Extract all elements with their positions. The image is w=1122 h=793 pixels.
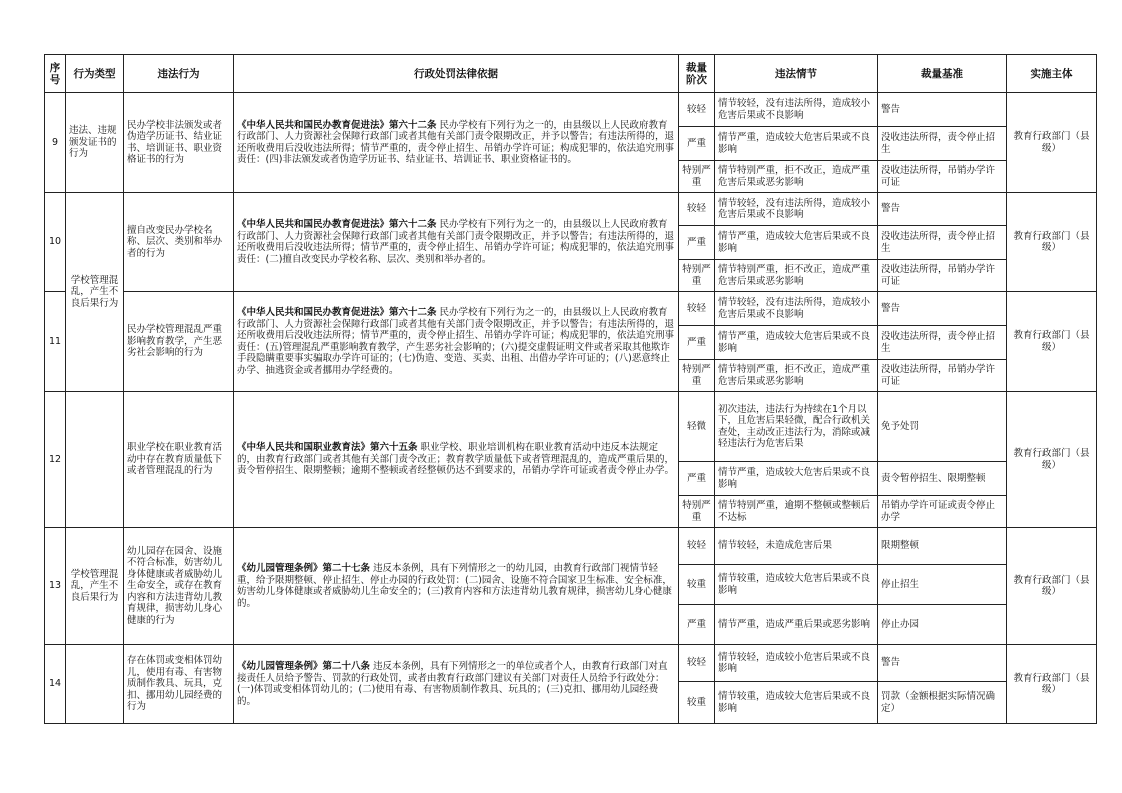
header-organ: 实施主体 [1007,55,1097,93]
violation-act: 幼儿园存在园舍、设施不符合标准，妨害幼儿身体健康或者威胁幼儿生命安全，或存在教育内容和方法违背幼儿教育规律，损害幼儿身心健康的行为 [124,528,234,645]
circumstance: 情节较轻，造成较小危害后果或不良影响 [715,645,878,682]
behavior-type [66,392,124,528]
header-basis: 行政处罚法律依据 [234,55,679,93]
discretion-level: 特别严重 [679,260,715,292]
table-row [45,93,1097,127]
discretion-level: 较轻 [679,193,715,226]
enforcement-organ: 教育行政部门（县级） [1007,193,1097,292]
discretion-level: 特别严重 [679,161,715,193]
header-type: 行为类型 [66,55,124,93]
discretion-level: 轻微 [679,392,715,462]
legal-basis [234,193,679,292]
circumstance: 情节特别严重，逾期不整顿或整顿后不达标 [715,496,878,528]
discretion-level: 较轻 [679,93,715,127]
legal-basis [234,292,679,392]
circumstance: 情节严重，造成严重后果或恶劣影响 [715,605,878,645]
law-reference: 《幼儿园管理条例》第二十八条 [237,661,371,672]
violation-act: 民办学校管理混乱严重影响教育教学，产生恶劣社会影响的行为 [124,292,234,392]
penalty-standard: 没收违法所得，吊销办学许可证 [878,360,1007,392]
law-text: 民办学校有下列行为之一的，由县级以上人民政府教育行政部门、人力资源社会保障行政部门或者其他有关部门责令限期改正，并予以警告；有违法所得的，退还所收费用后没收违法所得；情节严重的，责令停止招生、吊销办学许可证；构成犯罪的，依法追究刑事责任：(四)非法颁发或者伪造学历证书、结业证书、培训证书、职业资格证书的。 [237,119,675,165]
table-row [45,528,1097,565]
discretion-level: 严重 [679,326,715,360]
penalty-standard: 罚款（金额根据实际情况确定） [878,682,1007,724]
enforcement-organ: 教育行政部门（县级） [1007,93,1097,193]
enforcement-organ: 教育行政部门（县级） [1007,528,1097,645]
circumstance: 情节较轻，没有违法所得，造成较小危害后果或不良影响 [715,93,878,127]
penalty-discretion-table [44,54,1097,724]
penalty-standard: 免予处罚 [878,392,1007,462]
circumstance: 情节较轻，没有违法所得，造成较小危害后果或不良影响 [715,292,878,326]
row-number: 13 [45,528,66,645]
enforcement-organ: 教育行政部门（县级） [1007,645,1097,724]
penalty-standard: 没收违法所得，责令停止招生 [878,326,1007,360]
law-text: 违反本条例，具有下列情形之一的单位或者个人，由教育行政部门对直接责任人员给予警告、罚款的行政处罚，或者由教育行政部门建议有关部门对责任人员给予行政处分：(一)体罚或变相体罚幼儿的；(二)使用有毒、有害物质制作教具、玩具的；(三)克扣、挪用幼儿园经费的。 [237,661,668,707]
circumstance: 情节严重，造成较大危害后果或不良影响 [715,462,878,496]
law-reference: 《中华人民共和国民办教育促进法》第六十二条 [237,219,437,230]
table-row [45,292,1097,326]
row-number: 10 [45,193,66,292]
law-text: 民办学校有下列行为之一的，由县级以上人民政府教育行政部门、人力资源社会保障行政部门或者其他有关部门责令限期改正，并予以警告；有违法所得的，退还所收费用后没收违法所得；情节严重的，责令停止招生、吊销办学许可证；构成犯罪的，依法追究刑事责任：(五)管理混乱严重影响教育教学，产生恶劣社会影响的；(六)提交虚假证明文件或者采取其他欺诈手段隐瞒重要事实骗取办学许可证的；(七)伪造、变造、买卖、出租、出借办学许可证的；(八)恶意终止办学、抽逃资金或者挪用办学经费的。 [237,307,675,376]
penalty-standard: 没收违法所得，责令停止招生 [878,226,1007,260]
violation-act: 职业学校在职业教育活动中存在教育质量低下或者管理混乱的行为 [124,392,234,528]
circumstance: 初次违法，违法行为持续在1个月以下，且危害后果轻微，配合行政机关查处，主动改正违法行为，消除或减轻违法行为危害后果 [715,392,878,462]
circumstance: 情节严重，造成较大危害后果或不良影响 [715,326,878,360]
circumstance: 情节严重，造成较大危害后果或不良影响 [715,226,878,260]
discretion-level: 较重 [679,682,715,724]
circumstance: 情节较重，造成较大危害后果或不良影响 [715,565,878,605]
penalty-standard: 限期整顿 [878,528,1007,565]
discretion-level: 较轻 [679,292,715,326]
enforcement-organ: 教育行政部门（县级） [1007,392,1097,528]
legal-basis [234,528,679,645]
law-reference: 《幼儿园管理条例》第二十七条 [237,563,371,574]
row-number: 11 [45,292,66,392]
discretion-level: 较轻 [679,528,715,565]
penalty-standard: 没收违法所得，责令停止招生 [878,127,1007,161]
penalty-standard: 停止招生 [878,565,1007,605]
circumstance: 情节严重，造成较大危害后果或不良影响 [715,127,878,161]
enforcement-organ: 教育行政部门（县级） [1007,292,1097,392]
header-seq: 序号 [45,55,66,93]
penalty-standard: 停止办园 [878,605,1007,645]
header-row [45,55,1097,93]
law-text: 违反本条例，具有下列情形之一的幼儿园，由教育行政部门视情节轻重，给予限期整顿、停止招生、停止办园的行政处罚：(二)园舍、设施不符合国家卫生标准、安全标准，妨害幼儿身体健康或者威胁幼儿生命安全的；(三)教育内容和方法违背幼儿教育规律，损害幼儿身心健康的。 [237,563,672,609]
circumstance: 情节特别严重，拒不改正，造成严重危害后果或恶劣影响 [715,161,878,193]
discretion-level: 严重 [679,462,715,496]
discretion-level: 严重 [679,127,715,161]
penalty-standard: 警告 [878,93,1007,127]
table-row [45,645,1097,682]
row-number: 12 [45,392,66,528]
law-reference: 《中华人民共和国民办教育促进法》第六十二条 [237,307,437,318]
header-circumstance: 违法情节 [715,55,878,93]
behavior-type: 学校管理混乱，产生不良后果行为 [66,193,124,392]
law-reference: 《中华人民共和国民办教育促进法》第六十二条 [237,119,437,131]
penalty-standard: 警告 [878,292,1007,326]
discretion-level: 严重 [679,226,715,260]
discretion-level: 特别严重 [679,360,715,392]
behavior-type: 学校管理混乱，产生不良后果行为 [66,528,124,645]
behavior-type [66,645,124,724]
discretion-level: 特别严重 [679,496,715,528]
penalty-standard: 没收违法所得，吊销办学许可证 [878,260,1007,292]
circumstance: 情节较重，造成较大危害后果或不良影响 [715,682,878,724]
discretion-level: 较重 [679,565,715,605]
penalty-standard: 警告 [878,645,1007,682]
header-standard: 裁量基准 [878,55,1007,93]
legal-basis [234,93,679,193]
row-number: 14 [45,645,66,724]
table-row [45,193,1097,226]
discretion-level: 严重 [679,605,715,645]
circumstance: 情节特别严重，拒不改正，造成严重危害后果或恶劣影响 [715,360,878,392]
behavior-type: 违法、违规颁发证书的行为 [66,93,124,193]
discretion-level: 较轻 [679,645,715,682]
legal-basis [234,645,679,724]
legal-basis [234,392,679,528]
penalty-standard: 吊销办学许可证或责令停止办学 [878,496,1007,528]
penalty-standard: 警告 [878,193,1007,226]
header-act: 违法行为 [124,55,234,93]
law-text: 民办学校有下列行为之一的，由县级以上人民政府教育行政部门、人力资源社会保障行政部门或者其他有关部门责令限期改正，并予以警告；有违法所得的，退还所收费用后没收违法所得；情节严重的，责令停止招生、吊销办学许可证；构成犯罪的，依法追究刑事责任：(二)擅自改变民办学校名称、层次、类别和举办者的。 [237,219,675,265]
violation-act: 擅自改变民办学校名称、层次、类别和举办者的行为 [124,193,234,292]
penalty-standard: 没收违法所得，吊销办学许可证 [878,161,1007,193]
table-row [45,392,1097,462]
row-number: 9 [45,93,66,193]
circumstance: 情节较轻，没有违法所得，造成较小危害后果或不良影响 [715,193,878,226]
circumstance: 情节较轻，未造成危害后果 [715,528,878,565]
law-text: 职业学校、职业培训机构在职业教育活动中违反本法规定的，由教育行政部门或者其他有关部门责令改正；教育教学质量低下或者管理混乱的，造成严重后果的，责令暂停招生、限期整顿；逾期不整顿或者经整顿仍达不到要求的，吊销办学许可证或者责令停止办学。 [237,442,675,477]
circumstance: 情节特别严重，拒不改正，造成严重危害后果或恶劣影响 [715,260,878,292]
law-reference: 《中华人民共和国职业教育法》第六十五条 [237,442,418,454]
violation-act: 民办学校非法颁发或者伪造学历证书、结业证书、培训证书、职业资格证书的行为 [124,93,234,193]
penalty-standard: 责令暂停招生、限期整顿 [878,462,1007,496]
header-level: 裁量阶次 [679,55,715,93]
violation-act: 存在体罚或变相体罚幼儿，使用有毒、有害物质制作教具、玩具，克扣、挪用幼儿园经费的行为 [124,645,234,724]
